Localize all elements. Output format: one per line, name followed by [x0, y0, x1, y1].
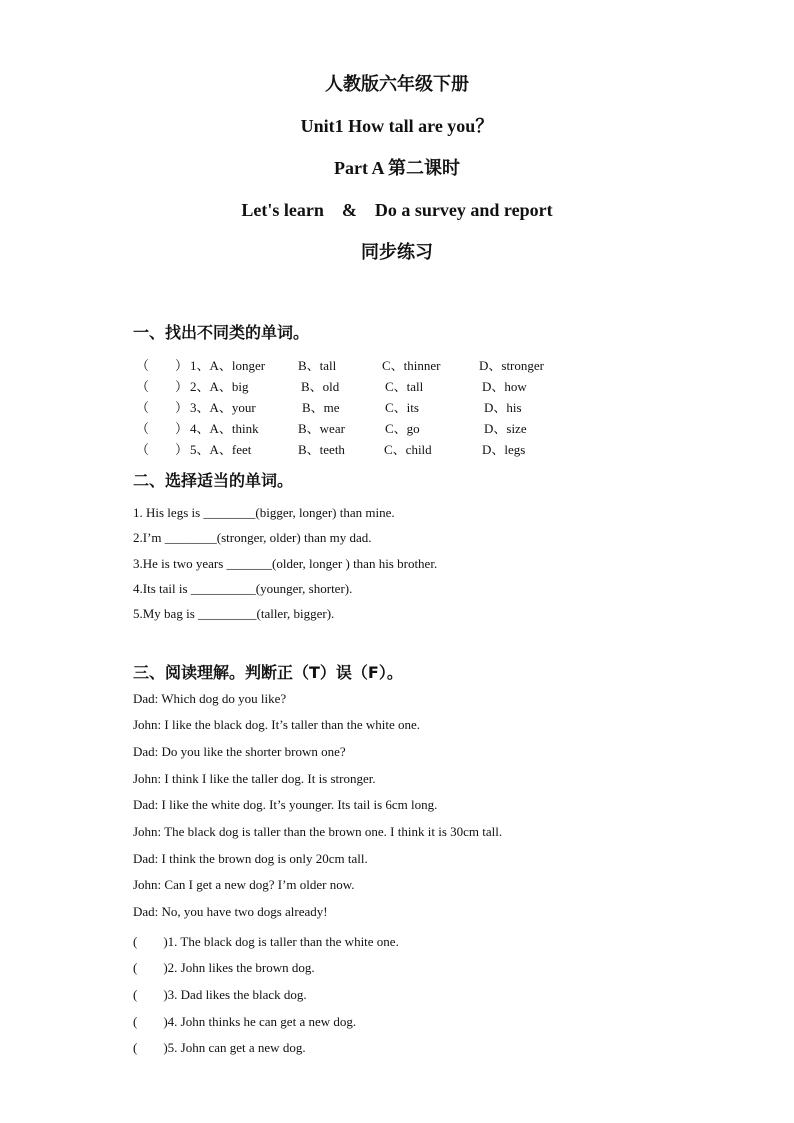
option-d: D、his	[484, 400, 522, 415]
fill-item: 5.My bag is _________(taller, bigger).	[133, 606, 335, 621]
option-d: D、size	[484, 421, 527, 436]
fill-item: 1. His legs is ________(bigger, longer) than mine.	[133, 505, 395, 520]
unit-title: Unit1 How tall are you？	[300, 116, 494, 136]
judge-item: ( )5. John can get a new dog.	[133, 1040, 306, 1055]
answer-blank: （ ）	[136, 358, 189, 373]
choice-row	[0, 439, 794, 457]
option-c: C、thinner	[382, 358, 441, 373]
option-a: 2、A、big	[190, 379, 249, 394]
dialogue-line: John: The black dog is taller than the brown one. I think it is 30cm tall.	[133, 824, 503, 839]
option-a: 3、A、your	[190, 400, 256, 415]
option-b: B、teeth	[298, 442, 345, 457]
fill-item: 2.I’m ________(stronger, older) than my dad.	[133, 530, 372, 545]
option-b: B、old	[301, 379, 340, 394]
dialogue-line: Dad: Which dog do you like?	[133, 691, 287, 706]
option-a: 4、A、think	[190, 421, 259, 436]
lesson-title: Let's learn & Do a survey and report	[241, 200, 553, 220]
choice-row	[0, 355, 794, 373]
section-3-title: 三、阅读理解。判断正（T）误（F）。	[133, 663, 403, 682]
exercise-title: 同步练习	[361, 242, 433, 262]
option-d: D、stronger	[479, 358, 544, 373]
option-b: B、me	[302, 400, 340, 415]
choice-row	[0, 397, 794, 415]
choice-row	[0, 418, 794, 436]
fill-item: 3.He is two years _______(older, longer ) than his brother.	[133, 556, 438, 571]
option-a: 5、A、feet	[190, 442, 252, 457]
part-title: Part A 第二课时	[334, 158, 460, 178]
dialogue-line: John: I think I like the taller dog. It is stronger.	[133, 771, 376, 786]
answer-blank: （ ）	[136, 442, 189, 457]
judge-item: ( )3. Dad likes the black dog.	[133, 987, 307, 1002]
judge-item: ( )4. John thinks he can get a new dog.	[133, 1014, 357, 1029]
option-d: D、legs	[482, 442, 526, 457]
option-b: B、wear	[298, 421, 345, 436]
textbook-title: 人教版六年级下册	[325, 74, 469, 94]
dialogue-line: John: Can I get a new dog? I’m older now.	[133, 877, 355, 892]
dialogue-line: Dad: I like the white dog. It’s younger. Its tail is 6cm long.	[133, 797, 438, 812]
section-2-title: 二、选择适当的单词。	[133, 471, 294, 490]
option-a: 1、A、longer	[190, 358, 266, 373]
answer-blank: （ ）	[136, 379, 189, 394]
judge-item: ( )2. John likes the brown dog.	[133, 960, 315, 975]
choice-row	[0, 376, 794, 394]
judge-item: ( )1. The black dog is taller than the white one.	[133, 934, 399, 949]
option-c: C、go	[385, 421, 420, 436]
dialogue-line: John: I like the black dog. It’s taller than the white one.	[133, 717, 421, 732]
option-d: D、how	[482, 379, 527, 394]
option-c: C、its	[385, 400, 419, 415]
fill-item: 4.Its tail is __________(younger, shorter).	[133, 581, 353, 596]
option-c: C、tall	[385, 379, 424, 394]
dialogue-line: Dad: Do you like the shorter brown one?	[133, 744, 346, 759]
option-b: B、tall	[298, 358, 337, 373]
dialogue-line: Dad: I think the brown dog is only 20cm tall.	[133, 851, 368, 866]
dialogue-line: Dad: No, you have two dogs already!	[133, 904, 328, 919]
answer-blank: （ ）	[136, 400, 189, 415]
answer-blank: （ ）	[136, 421, 189, 436]
section-1-title: 一、找出不同类的单词。	[133, 323, 310, 342]
option-c: C、child	[384, 442, 432, 457]
